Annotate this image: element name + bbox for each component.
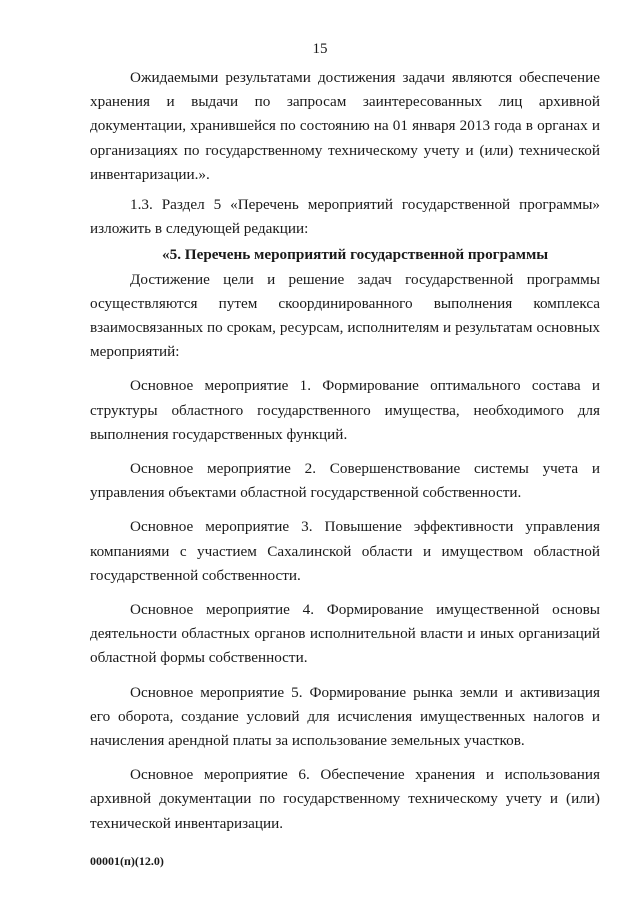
document-body	[90, 66, 600, 836]
paragraph-measure-4: Основное мероприятие 4. Формирование имущественной основы деятельности областных органов исполнительной власти и иных организаций областной формы собственности.	[90, 601, 600, 667]
footer-document-code: 00001(п)(12.0)	[90, 854, 164, 868]
paragraph-measure-3: Основное мероприятие 3. Повышение эффективности управления компаниями с участием Сахалинской области и имуществом областной государственной собственности.	[90, 518, 600, 584]
paragraph-measure-2: Основное мероприятие 2. Совершенствование системы учета и управления объектами областной государственной собственности.	[90, 460, 600, 502]
paragraph-measure-5: Основное мероприятие 5. Формирование рынка земли и активизация его оборота, создание условий для исчисления имущественных налогов и начисления арендной платы за использование земельных участков.	[90, 683, 600, 750]
section-heading: «5. Перечень мероприятий государственной программы	[162, 246, 549, 264]
paragraph-measure-1: Основное мероприятие 1. Формирование оптимального состава и структуры областного государственного имущества, необходимого для выполнения государственных функций.	[90, 377, 600, 443]
page-number: 15	[312, 41, 328, 57]
paragraph-program-goal: Достижение цели и решение задач государственной программы осуществляются путем скоординированного выполнения комплекса взаимосвязанных по срокам, ресурсам, исполнителям и результатам основных мероприятий:	[90, 270, 600, 361]
paragraph-section-amendment: 1.3. Раздел 5 «Перечень мероприятий государственной программы» изложить в следующей редакции:	[90, 196, 600, 238]
paragraph-measure-6: Основное мероприятие 6. Обеспечение хранения и использования архивной документации по государственному техническому учету и (или) технической инвентаризации.	[90, 766, 600, 832]
paragraph-expected-results: Ожидаемыми результатами достижения задачи являются обеспечение хранения и выдачи по запросам заинтересованных лиц архивной документации, хранившейся по состоянию на 01 января 2013 года в органах и организациях по государственному техническому учету и (или) технической инвентаризации.».	[90, 69, 600, 183]
